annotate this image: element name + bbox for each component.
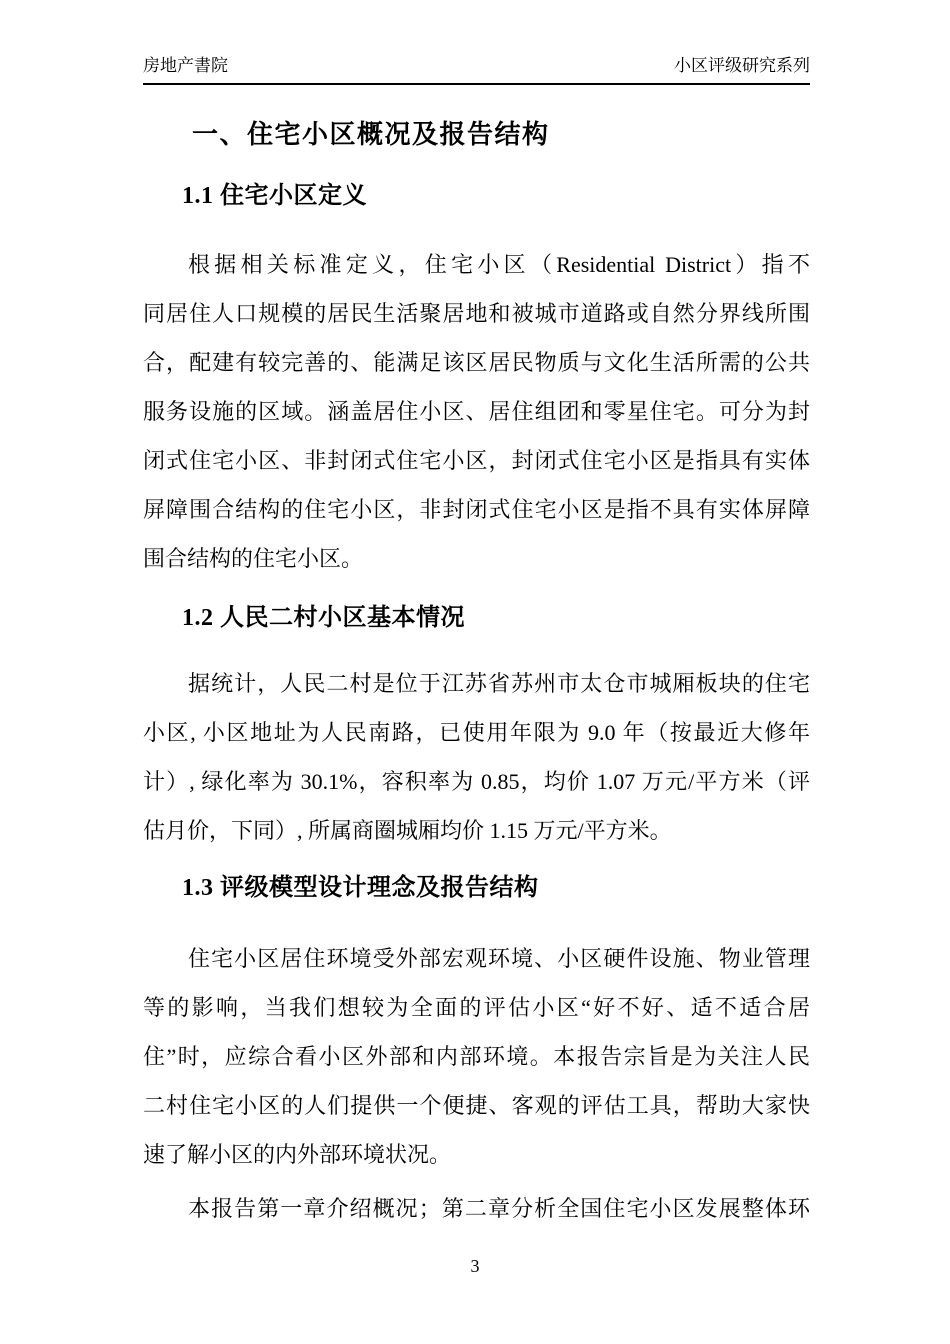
section-heading-1-2: 1.2 人民二村小区基本情况 [182,605,465,631]
text-line: 小区, 小区地址为人民南路，已使用年限为 9.0 年（按最近大修年 [143,720,810,745]
text-line: 服务设施的区域。涵盖居住小区、居住组团和零星住宅。可分为封 [143,399,810,424]
paragraph-basic-info [143,659,810,855]
text-line: 计）, 绿化率为 30.1%，容积率为 0.85，均价 1.07 万元/平方米（评 [143,769,810,794]
page-footer [0,1256,950,1277]
page-header [143,56,810,85]
text-line: 围合结构的住宅小区。 [143,546,364,571]
text-line: 闭式住宅小区、非封闭式住宅小区，封闭式住宅小区是指具有实体 [143,448,810,473]
text-line: 住”时，应综合看小区外部和内部环境。本报告宗旨是为关注人民 [143,1044,810,1069]
text-line: 住宅小区居住环境受外部宏观环境、小区硬件设施、物业管理 [188,946,810,971]
text-line: 合，配建有较完善的、能满足该区居民物质与文化生活所需的公共 [143,350,810,375]
section-heading-1-1: 1.1 住宅小区定义 [182,183,367,209]
text-line: 本报告第一章介绍概况；第二章分析全国住宅小区发展整体环 [188,1196,810,1221]
paragraph-report-structure [143,1184,810,1233]
text-line: 估月价，下同）, 所属商圈城厢均价 1.15 万元/平方米。 [143,818,672,843]
paragraph-definition [143,240,810,583]
page-number: 3 [470,1256,480,1276]
chapter-title: 一、住宅小区概况及报告结构 [192,120,550,149]
text-line: 屏障围合结构的住宅小区，非封闭式住宅小区是指不具有实体屏障 [143,497,810,522]
text-line: 速了解小区的内外部环境状况。 [143,1142,452,1167]
text-line: 同居住人口规模的居民生活聚居地和被城市道路或自然分界线所围 [143,301,810,326]
header-right-text: 小区评级研究系列 [674,56,810,75]
paragraph-model-concept [143,934,810,1179]
text-line: 据统计，人民二村是位于江苏省苏州市太仓市城厢板块的住宅 [188,671,810,696]
header-left-text: 房地产書院 [143,56,228,75]
section-heading-1-3: 1.3 评级模型设计理念及报告结构 [182,875,539,901]
text-line: 根据相关标准定义，住宅小区（Residential District）指不 [188,252,810,277]
text-line: 等的影响，当我们想较为全面的评估小区“好不好、适不适合居 [143,995,810,1020]
text-line: 二村住宅小区的人们提供一个便捷、客观的评估工具，帮助大家快 [143,1093,810,1118]
